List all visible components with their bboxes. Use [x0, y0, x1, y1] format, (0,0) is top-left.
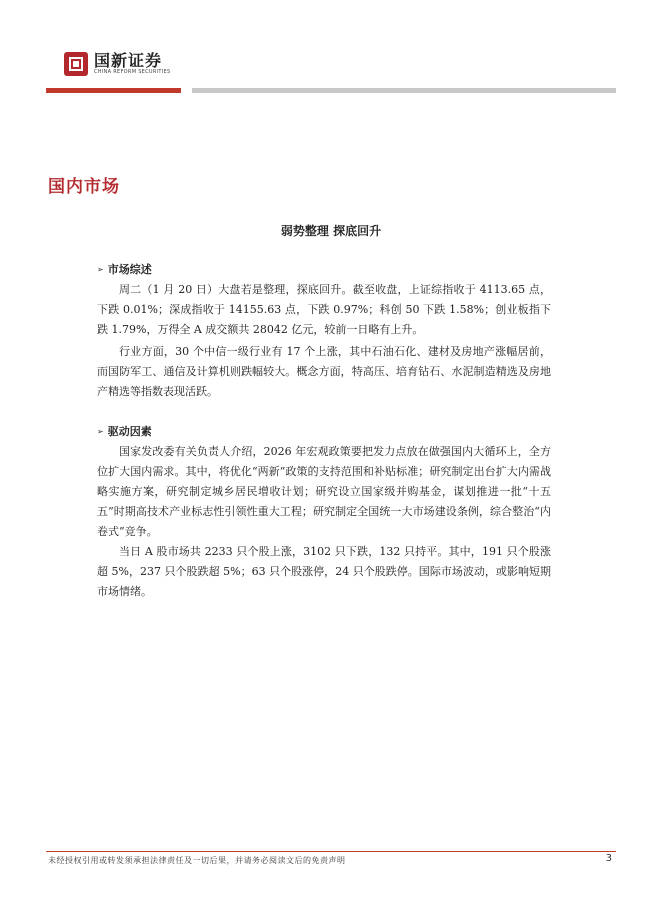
brand-name-cn: 国新证券: [94, 51, 163, 70]
article-title: 弱势整理 探底回升: [280, 224, 382, 238]
arrow-bullet-icon: ➢: [97, 427, 104, 436]
paragraph: 周二（1 月 20 日）大盘若是整理，探底回升。截至收盘，上证综指收于 4113.65 点，下跌 0.01%；深成指收于 14155.63 点，下跌 0.97%；科创 50 下跌 1.58%；创业板指下跌 1.79%，万得全 A 成交额共 28042 亿元，较前一日略有上升。: [97, 283, 551, 336]
paragraph: 当日 A 股市场共 2233 只个股上涨，3102 只下跌，132 只持平。其中，191 只个股涨超 5%，237 只个股跌超 5%；63 只个股涨停，24 只个股跌停。国际市场波动，或影响短期市场情绪。: [97, 545, 551, 598]
header-accent-bar: [46, 88, 181, 93]
footer-disclaimer: 未经授权引用或转发须承担法律责任及一切后果，并请务必阅读文后的免责声明: [48, 856, 346, 865]
brand-text: [94, 52, 171, 76]
brand-logo: [64, 50, 171, 78]
header-divider-bar: [192, 88, 616, 93]
subheading-label: 市场综述: [107, 263, 152, 276]
arrow-bullet-icon: ➢: [97, 265, 104, 274]
footer-divider: [46, 851, 616, 852]
subheading-market-overview: [97, 260, 551, 280]
paragraph: 国家发改委有关负责人介绍，2026 年宏观政策要把发力点放在做强国内大循环上，全方位扩大国内需求。其中，将优化“两新”政策的支持范围和补贴标准；研究制定出台扩大内需战略实施方案，研究制定城乡居民增收计划；研究设立国家级并购基金，谋划推进一批“十五五”时期高技术产业标志性引领性重大工程；研究制定全国统一大市场建设条例，综合整治“内卷式”竞争。: [97, 445, 551, 538]
page-number: 3: [605, 853, 612, 864]
brand-name-en: CHINA REFORM SECURITIES: [94, 69, 171, 75]
subheading-drivers: [97, 422, 551, 442]
paragraph: 行业方面，30 个中信一级行业有 17 个上涨，其中石油石化、建材及房地产涨幅居前，而国防军工、通信及计算机则跌幅较大。概念方面，特高压、培育钻石、水泥制造精选及房地产精选等指数表现活跃。: [97, 345, 551, 398]
brand-seal-icon: [64, 52, 88, 76]
subheading-label: 驱动因素: [107, 425, 152, 438]
article-body: [97, 260, 551, 602]
section-title: 国内市场: [48, 177, 120, 197]
